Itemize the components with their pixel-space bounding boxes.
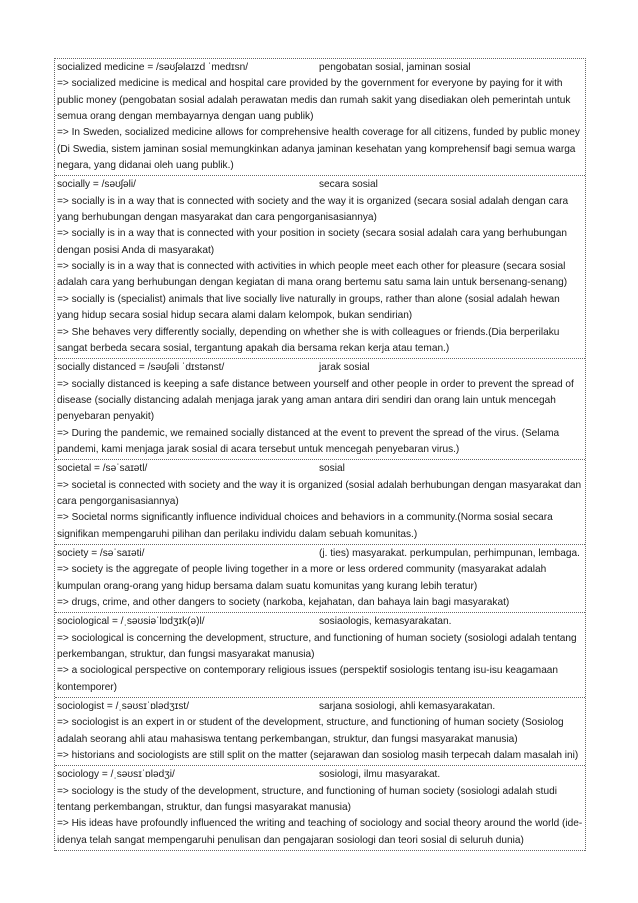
entry-definition: => socialized medicine is medical and hospital care provided by the government for everyone by paying for it with public money (pengobatan sosial adalah perawatan medis dan rumah sakit yang disediakan oleh pemerintah untuk semua orang dengan membayarnya dengan uang publik) (57, 78, 571, 123)
entry-header (57, 360, 583, 376)
entry-definition: => society is the aggregate of people living together in a more or less ordered community (masyarakat adalah kumpulan orang-orang yang hidup bersama dalam suatu komunitas yang kurang lebih teratur) (57, 564, 547, 592)
entry-meaning: pengobatan sosial, jaminan sosial (319, 62, 471, 73)
entry-meaning: sosiaologis, kemasyarakatan. (319, 616, 452, 628)
entry-meaning: jarak sosial (319, 362, 370, 374)
entry-meaning: sarjana sosiologi, ahli kemasyarakatan. (319, 701, 496, 713)
entry-example: => a sociological perspective on contemporary religious issues (perspektif sosiologis tentang isu-isu keagamaan kontemporer) (57, 665, 559, 693)
entry-header (57, 546, 583, 562)
entry-socially (55, 176, 585, 359)
entry-header (57, 767, 583, 783)
entry-word: society = /səˈsaɪəti/ (57, 547, 145, 559)
entry-header (57, 461, 583, 477)
entry-header (57, 177, 583, 193)
entry-example: => historians and sociologists are still split on the matter (sejarawan dan sosiolog masih terpecah dalam masalah ini) (57, 750, 579, 762)
entry-word: sociology = /ˌsəʊsɪˈɒlədʒi/ (57, 769, 175, 781)
entry-definition: => sociology is the study of the development, structure, and functioning of human society (sosiologi adalah studi tentang perkembangan, struktur, dan fungsi masyarakat manusia) (57, 785, 557, 814)
entry-meaning: sosiologi, ilmu masyarakat. (319, 769, 441, 781)
entry-word: sociological = /ˌsəʊsiəˈlɒdʒɪk(ə)l/ (57, 616, 205, 628)
dictionary-entries (54, 58, 586, 851)
entry-meaning: secara sosial (319, 179, 378, 191)
entry-example: => His ideas have profoundly influenced the writing and teaching of sociology and social theory around the world (ide-idenya telah sangat mempengaruhi penulisan dan pengajaran sosiologi dan teori sosial di seluruh dunia) (57, 818, 583, 846)
entry-word: socially = /səʊʃəli/ (57, 179, 136, 191)
entry-word: socialized medicine = /səʊʃəlaɪzd ˈmedɪsn/ (57, 62, 249, 73)
entry-example: => In Sweden, socialized medicine allows for comprehensive health coverage for all citizens, funded by public money (Di Swedia, sistem jaminan sosial memungkinkan adanya jaminan kesehatan yang komprehensif bagi semua warga negara, yang didanai oleh uang publik.) (57, 127, 580, 172)
entry-header (57, 614, 583, 630)
entry-definition: => sociologist is an expert in or student of the development, structure, and functioning of human society (Sosiolog adalah seorang ahli atau mahasiswa tentang perkembangan, struktur, dan fungsi masyarakat manusia) (57, 717, 564, 745)
entry-definition: => socially distanced is keeping a safe distance between yourself and other people in order to prevent the spread of disease (socially distancing adalah menjaga jarak yang aman antara diri sendiri dan orang lain untuk mencegah penyebaran penyakit) (57, 378, 574, 423)
entry-society (55, 545, 585, 613)
entry-socialized-medicine (55, 59, 585, 176)
entry-example: => She behaves very differently socially, depending on whether she is with colleagues or friends.(Dia berperilaku sangat berbeda secara sosial, tergantung apakah dia bersama rekan kerja atau teman.) (57, 326, 560, 354)
entry-definition: => sociological is concerning the development, structure, and functioning of human society (sosiologi adalah tentang perkembangan, struktur, dan fungsi masyarakat manusia) (57, 632, 577, 661)
entry-meaning: sosial (319, 463, 345, 475)
entry-word: sociologist = /ˌsəʊsɪˈɒlədʒɪst/ (57, 701, 190, 713)
entry-meaning: (j. ties) masyarakat. perkumpulan, perhimpunan, lembaga. (319, 547, 580, 559)
entry-definition: => societal is connected with society and the way it is organized (sosial adalah berhubungan dengan masyarakat dan cara pengorganisasiannya) (57, 479, 582, 507)
entry-definition: => socially is in a way that is connected with activities in which people meet each other for pleasure (secara sosial adalah cara yang berhubungan dengan kegiatan di mana orang bertemu satu sama lain untuk bersenang-senang) (57, 261, 568, 289)
entry-header (57, 699, 583, 715)
entry-socially-distanced (55, 359, 585, 460)
entry-definition: => socially is in a way that is connected with society and the way it is organized (secara sosial adalah dengan cara yang berhubungan dengan masyarakat dan cara pengorganisasiannya) (57, 195, 569, 224)
entry-example: => During the pandemic, we remained socially distanced at the event to prevent the spread of the virus. (Selama pandemi, kami menjaga jarak sosial di acara tersebut untuk mencegah penyebaran virus.) (57, 427, 560, 455)
entry-sociological (55, 613, 585, 698)
entry-societal (55, 460, 585, 545)
entry-definition: => socially is in a way that is connected with your position in society (secara sosial adalah cara yang berhubungan dengan posisi Anda di masyarakat) (57, 228, 568, 256)
entry-word: societal = /səˈsaɪətl/ (57, 463, 148, 475)
entry-definition: => socially is (specialist) animals that live socially live naturally in groups, rather than alone (sosial adalah hewan yang hidup secara sosial hidup secara alami dalam kelompok, bukan sendirian) (57, 293, 560, 322)
entry-example: => drugs, crime, and other dangers to society (narkoba, kejahatan, dan bahaya lain bagi masyarakat) (57, 597, 510, 608)
entry-sociology (55, 766, 585, 851)
entry-header (57, 60, 583, 76)
entry-sociologist (55, 698, 585, 766)
entry-example: => Societal norms significantly influence individual choices and behaviors in a community.(Norma sosial secara signifikan mempengaruhi pilihan dan perilaku individu dalam sebuah komunitas.) (57, 512, 553, 540)
entry-word: socially distanced = /səʊʃəli ˈdɪstənst/ (57, 362, 225, 374)
